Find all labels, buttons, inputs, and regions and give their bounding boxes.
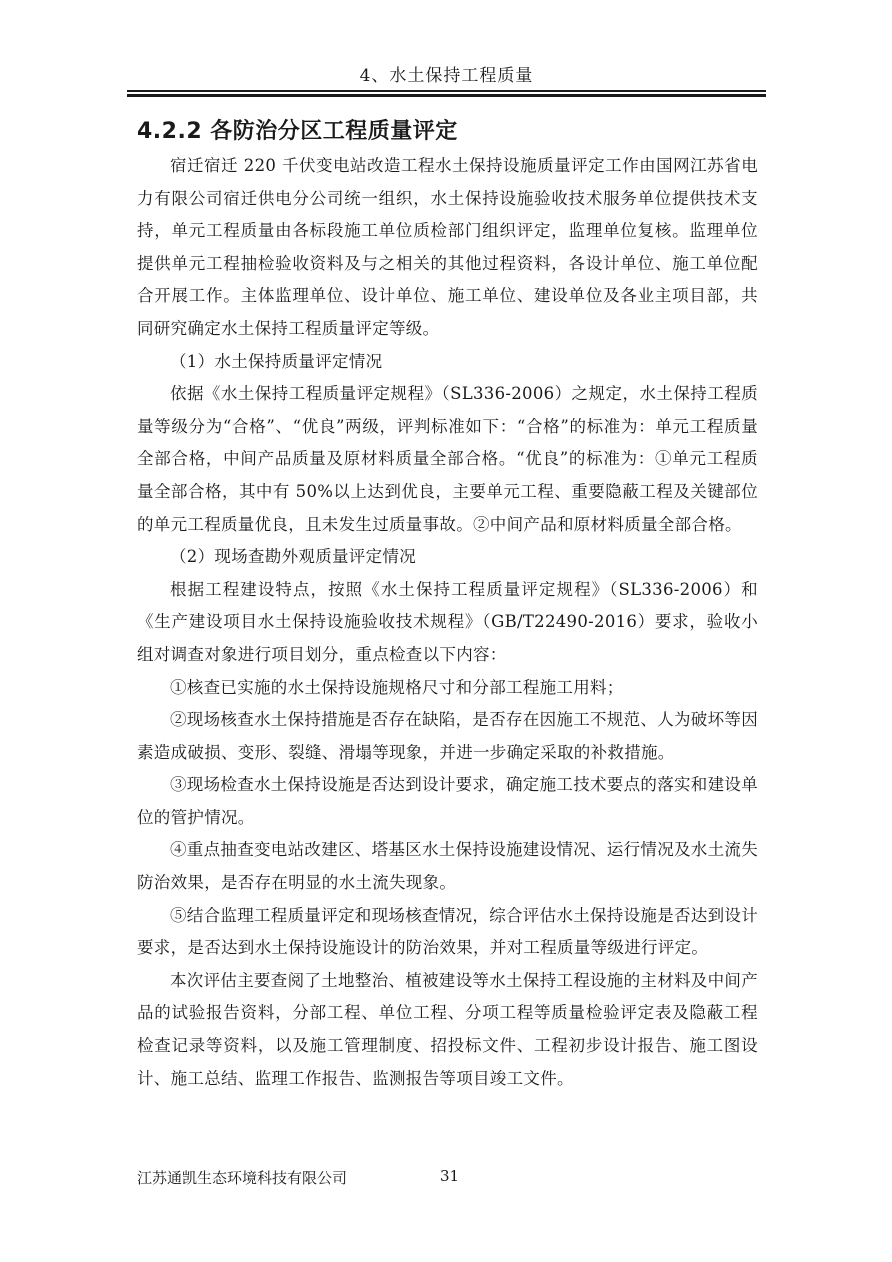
subheading-1: （1）水土保持质量评定情况 <box>170 351 383 371</box>
page-number: 31 <box>440 1167 460 1185</box>
paragraph-inspection-basis: 根据工程建设特点，按照《水土保持工程质量评定规程》（SL336-2006）和《生产建设项目水土保持设施验收技术规程》（GB/T22490-2016）要求，验收小组对调查对象进行项目划分，重点检查以下内容： <box>137 579 758 664</box>
running-header: 4、水土保持工程质量 <box>359 66 534 86</box>
header-rule-thin <box>127 90 766 92</box>
list-item-3: ③现场检查水土保持设施是否达到设计要求，确定施工技术要点的落实和建设单位的管护情况。 <box>137 775 758 827</box>
subheading-2: （2）现场查勘外观质量评定情况 <box>170 547 416 567</box>
header-rule-thick <box>127 94 766 97</box>
list-item-1: ①核查已实施的水土保持设施规格尺寸和分部工程施工用料； <box>170 677 624 697</box>
body-text <box>137 150 758 1095</box>
list-item-2: ②现场核查水土保持措施是否存在缺陷，是否存在因施工不规范、人为破坏等因素造成破损、变形、裂缝、滑塌等现象，并进一步确定采取的补救措施。 <box>137 710 758 762</box>
footer-company: 江苏通凯生态环境科技有限公司 <box>137 1169 348 1187</box>
section-title: 4.2.2 各防治分区工程质量评定 <box>137 119 458 144</box>
paragraph-criteria: 依据《水土保持工程质量评定规程》（SL336-2006）之规定，水土保持工程质量等级分为“合格”、“优良”两级，评判标准如下：“合格”的标准为：单元工程质量全部合格，中间产品质量及原材料质量全部合格。“优良”的标准为：①单元工程质量全部合格，其中有 50%以上达到优良，主要单元工程、重要隐蔽工程及关键部位的单元工程质量优良，且未发生过质量事故。②中间产品和原材料质量全部合格。 <box>137 384 758 534</box>
list-item-5: ⑤结合监理工程质量评定和现场核查情况，综合评估水土保持设施是否达到设计要求，是否达到水土保持设施设计的防治效果，并对工程质量等级进行评定。 <box>137 905 758 958</box>
list-item-4: ④重点抽查变电站改建区、塔基区水土保持设施建设情况、运行情况及水土流失防治效果，是否存在明显的水土流失现象。 <box>137 840 758 893</box>
paragraph-documents-reviewed: 本次评估主要查阅了土地整治、植被建设等水土保持工程设施的主材料及中间产品的试验报告资料，分部工程、单位工程、分项工程等质量检验评定表及隐蔽工程检查记录等资料，以及施工管理制度、招投标文件、工程初步设计报告、施工图设计、施工总结、监理工作报告、监测报告等项目竣工文件。 <box>137 970 758 1088</box>
paragraph-intro: 宿迁宿迁 220 千伏变电站改造工程水土保持设施质量评定工作由国网江苏省电力有限公司宿迁供电分公司统一组织，水土保持设施验收技术服务单位提供技术支持，单元工程质量由各标段施工单位质检部门组织评定，监理单位复核。监理单位提供单元工程抽检验收资料及与之相关的其他过程资料，各设计单位、施工单位配合开展工作。主体监理单位、设计单位、施工单位、建设单位及各业主项目部，共同研究确定水土保持工程质量评定等级。 <box>137 156 758 338</box>
